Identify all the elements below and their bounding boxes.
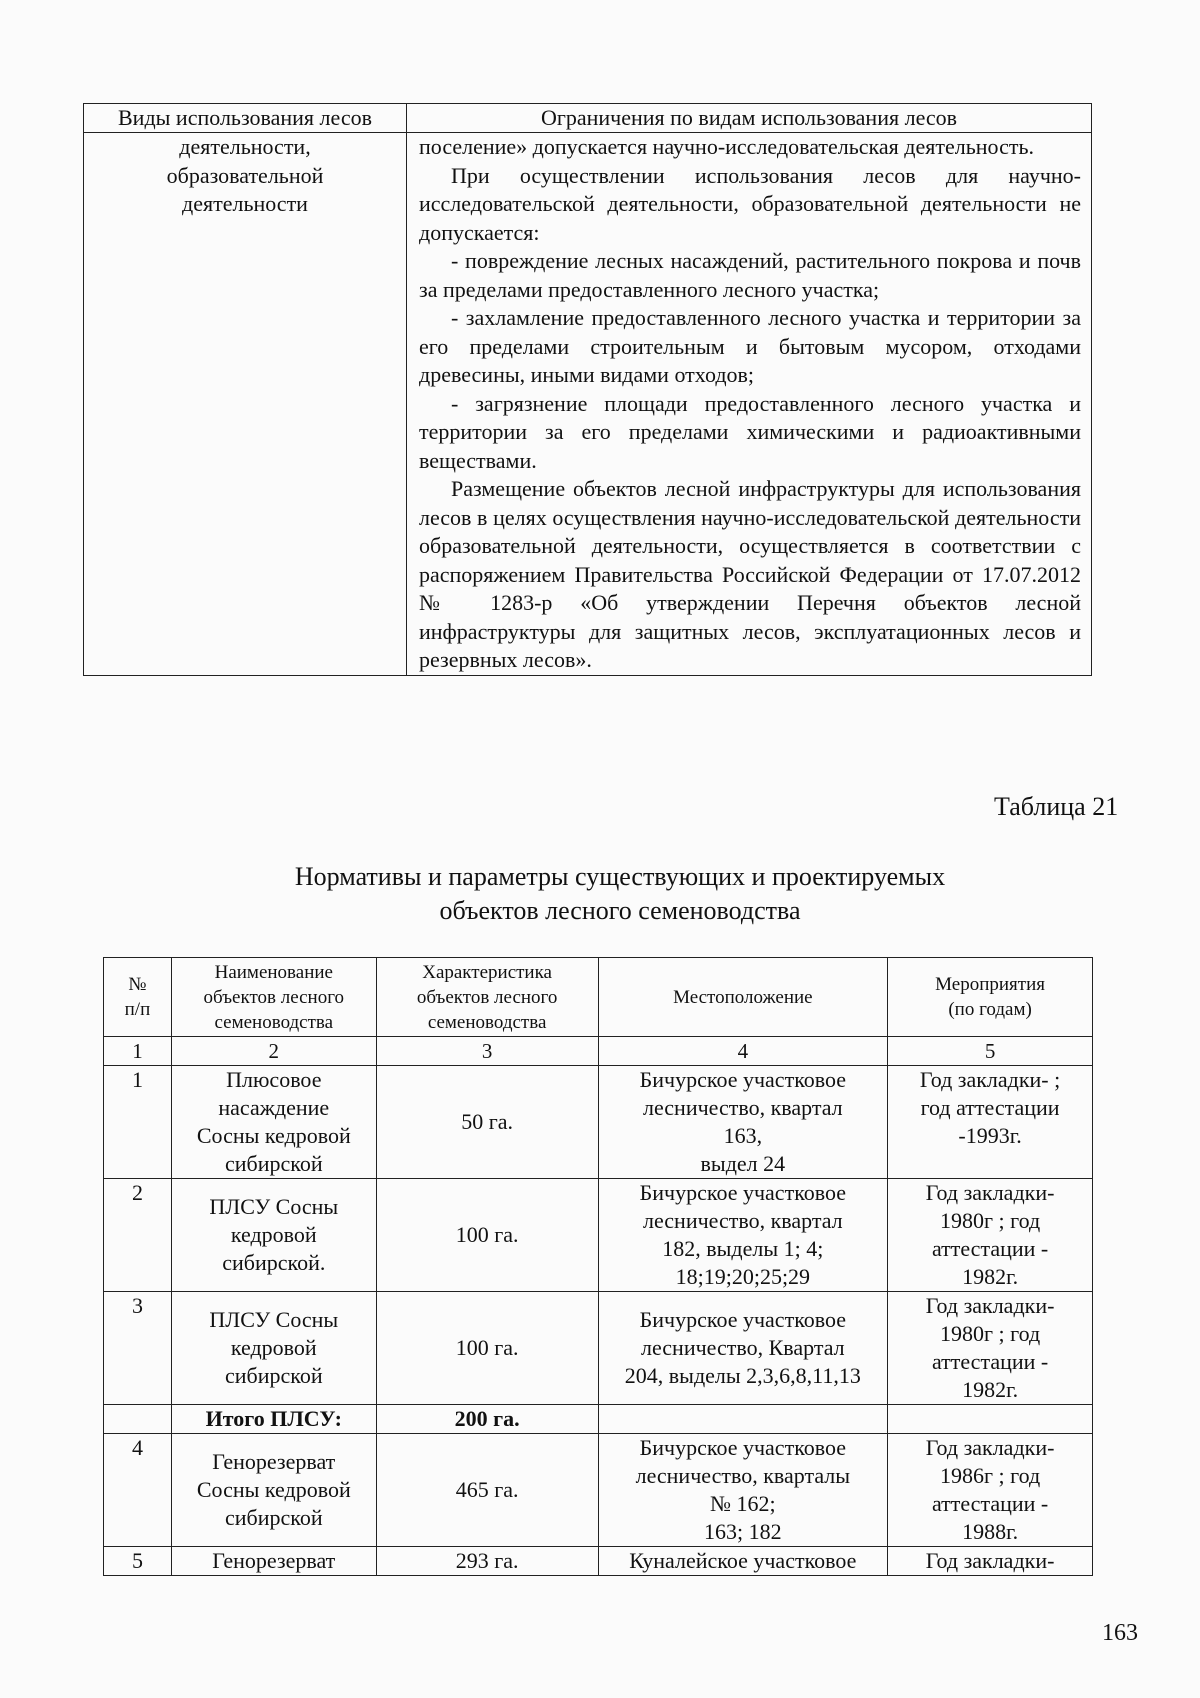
cell-line: № 162; <box>710 1491 776 1516</box>
cell-line: Бичурское участковое <box>639 1180 847 1205</box>
cell-line: сибирской. <box>222 1250 326 1275</box>
column-header-location <box>598 958 888 1037</box>
table-row <box>104 1066 1093 1179</box>
characteristic-cell: 465 га. <box>376 1434 598 1547</box>
events-cell <box>888 1179 1093 1292</box>
total-label: Итого ПЛСУ: <box>171 1405 376 1434</box>
seed-objects-table <box>103 957 1093 1576</box>
column-number: 4 <box>598 1037 888 1066</box>
cell-line: лесничество, квартал <box>642 1208 843 1233</box>
cell-line: 1980г ; год <box>940 1208 1041 1233</box>
column-number-row <box>104 1037 1093 1066</box>
cell-line: 182, выделы 1; 4; <box>662 1236 824 1261</box>
cell-line: -1993г. <box>958 1123 1022 1148</box>
cell-line: аттестации - <box>931 1491 1049 1516</box>
paragraph: - загрязнение площади предоставленного лесного участка и территории за его пределами химическими и радиоактивными веществами. <box>419 390 1081 473</box>
location-cell <box>598 1179 888 1292</box>
paragraph: - повреждение лесных насаждений, растительного покрова и почв за пределами предоставленного лесного участка; <box>419 248 1081 302</box>
paragraph: Размещение объектов лесной инфраструктуры для использования лесов в целях осуществления научно-исследовательской деятельности образовательной деятельности, осуществляется в соответствии с распоряжением Правительства Российской Федерации от 17.07.2012 № 1283-р «Об утверждении Перечня объектов лесной инфраструктуры для защитных лесов, эксплуатационных лесов и резервных лесов». <box>419 476 1081 672</box>
column-header-characteristic <box>376 958 598 1037</box>
cell-line: 1986г ; год <box>940 1463 1041 1488</box>
location-cell <box>598 1547 888 1576</box>
cell-line: Бичурское участковое <box>639 1307 847 1332</box>
cell-line: ПЛСУ Сосны <box>209 1307 339 1332</box>
row-number: 2 <box>104 1179 172 1292</box>
cell-line: лесничество, квартал <box>642 1095 843 1120</box>
location-cell <box>598 1066 888 1179</box>
cell-line: кедровой <box>230 1222 317 1247</box>
cell-line: деятельности <box>182 191 308 216</box>
table-row <box>104 1179 1093 1292</box>
cell-line: Бичурское участковое <box>639 1067 847 1092</box>
object-name-cell <box>171 1547 376 1576</box>
object-name-cell <box>171 1434 376 1547</box>
object-name-cell <box>171 1179 376 1292</box>
column-number: 2 <box>171 1037 376 1066</box>
column-header: Ограничения по видам использования лесов <box>407 104 1092 133</box>
table-row <box>84 133 1092 676</box>
cell-line: 1988г. <box>962 1519 1019 1544</box>
header-line: объектов лесного <box>416 986 558 1008</box>
paragraph: - захламление предоставленного лесного участка и территории за его пределами строительным и бытовым мусором, отходами древесины, иными видами отходов; <box>419 305 1081 387</box>
table-caption: Таблица 21 <box>994 792 1119 821</box>
cell-line: 163, <box>723 1123 763 1148</box>
column-header-name <box>171 958 376 1037</box>
cell-line: сибирской <box>224 1151 323 1176</box>
header-line: Мероприятия <box>935 974 1046 995</box>
header-line: семеноводства <box>427 1011 547 1033</box>
events-cell <box>888 1292 1093 1405</box>
events-cell <box>888 1066 1093 1179</box>
object-name-cell <box>171 1292 376 1405</box>
cell-line: Год закладки- ; <box>919 1067 1061 1092</box>
empty-cell <box>104 1405 172 1434</box>
cell-line: аттестации - <box>931 1349 1049 1374</box>
events-cell <box>888 1434 1093 1547</box>
header-line: Местоположение <box>673 986 813 1008</box>
characteristic-cell: 100 га. <box>376 1292 598 1405</box>
column-header-events <box>888 958 1093 1037</box>
paragraph: поселение» допускается научно-исследовательская деятельность. <box>419 134 1034 159</box>
total-row <box>104 1405 1093 1434</box>
header-line: № <box>128 974 147 995</box>
location-cell <box>598 1434 888 1547</box>
row-number: 4 <box>104 1434 172 1547</box>
table-header-row <box>104 958 1093 1037</box>
column-number: 3 <box>376 1037 598 1066</box>
cell-line: лесничество, кварталы <box>635 1463 851 1488</box>
location-cell <box>598 1292 888 1405</box>
empty-cell <box>598 1405 888 1434</box>
cell-line: Бичурское участковое <box>639 1435 847 1460</box>
cell-line: Год закладки- <box>925 1435 1055 1460</box>
cell-line: Год закладки- <box>925 1548 1055 1573</box>
header-line: Характеристика <box>422 961 552 983</box>
header-line: (по годам) <box>948 999 1032 1020</box>
cell-line: 204, выделы 2,3,6,8,11,13 <box>624 1363 861 1388</box>
header-line: п/п <box>124 999 151 1020</box>
cell-line: Год закладки- <box>925 1293 1055 1318</box>
empty-cell <box>888 1405 1093 1434</box>
cell-line: Куналейское участковое <box>629 1548 857 1573</box>
cell-line: 18;19;20;25;29 <box>675 1264 811 1289</box>
cell-line: сибирской <box>224 1363 323 1388</box>
cell-line: Сосны кедровой <box>196 1477 351 1502</box>
cell-line: кедровой <box>230 1335 317 1360</box>
title-line: объектов лесного семеноводства <box>439 896 801 925</box>
events-cell <box>888 1547 1093 1576</box>
cell-line: Генорезерват <box>212 1548 336 1573</box>
characteristic-cell: 293 га. <box>376 1547 598 1576</box>
table-row <box>104 1292 1093 1405</box>
cell-line: 163; 182 <box>704 1519 782 1544</box>
characteristic-cell: 50 га. <box>376 1066 598 1179</box>
column-number: 5 <box>888 1037 1093 1066</box>
cell-line: образовательной <box>166 162 324 188</box>
paragraph: При осуществлении использования лесов для научно-исследовательской деятельности, образовательной деятельности не допускается: <box>419 162 1081 245</box>
cell-line: год аттестации <box>920 1095 1060 1120</box>
cell-line: сибирской <box>224 1505 323 1530</box>
total-value: 200 га. <box>376 1405 598 1434</box>
cell-line: Сосны кедровой <box>196 1123 351 1148</box>
restrictions-cell <box>407 133 1092 676</box>
row-number: 5 <box>104 1547 172 1576</box>
cell-line: лесничество, Квартал <box>641 1335 845 1360</box>
cell-line: аттестации - <box>931 1236 1049 1261</box>
title-line: Нормативы и параметры существующих и проектируемых <box>294 862 946 891</box>
table-row <box>104 1547 1093 1576</box>
cell-line: ПЛСУ Сосны <box>209 1194 339 1219</box>
column-header: Виды использования лесов <box>84 104 407 133</box>
characteristic-cell: 100 га. <box>376 1179 598 1292</box>
header-line: Наименование <box>214 961 333 983</box>
object-name-cell <box>171 1066 376 1179</box>
header-line: объектов лесного <box>203 986 345 1008</box>
table-title <box>180 860 1060 928</box>
cell-line: выдел 24 <box>700 1151 786 1176</box>
cell-line: 1982г. <box>962 1377 1019 1402</box>
row-number: 1 <box>104 1066 172 1179</box>
page-number: 163 <box>1102 1620 1138 1646</box>
cell-line: деятельности, <box>179 134 311 159</box>
cell-line: насаждение <box>218 1095 330 1120</box>
header-line: семеноводства <box>214 1011 334 1033</box>
cell-line: Год закладки- <box>925 1180 1055 1205</box>
restrictions-table <box>83 103 1092 676</box>
usage-type-cell <box>84 133 407 676</box>
table-row <box>104 1434 1093 1547</box>
cell-line: Генорезерват <box>212 1449 336 1474</box>
cell-line: Плюсовое <box>226 1067 322 1092</box>
table-header-row <box>84 104 1092 133</box>
column-header-number <box>104 958 172 1037</box>
cell-line: 1980г ; год <box>940 1321 1041 1346</box>
row-number: 3 <box>104 1292 172 1405</box>
column-number: 1 <box>104 1037 172 1066</box>
cell-line: 1982г. <box>962 1264 1019 1289</box>
